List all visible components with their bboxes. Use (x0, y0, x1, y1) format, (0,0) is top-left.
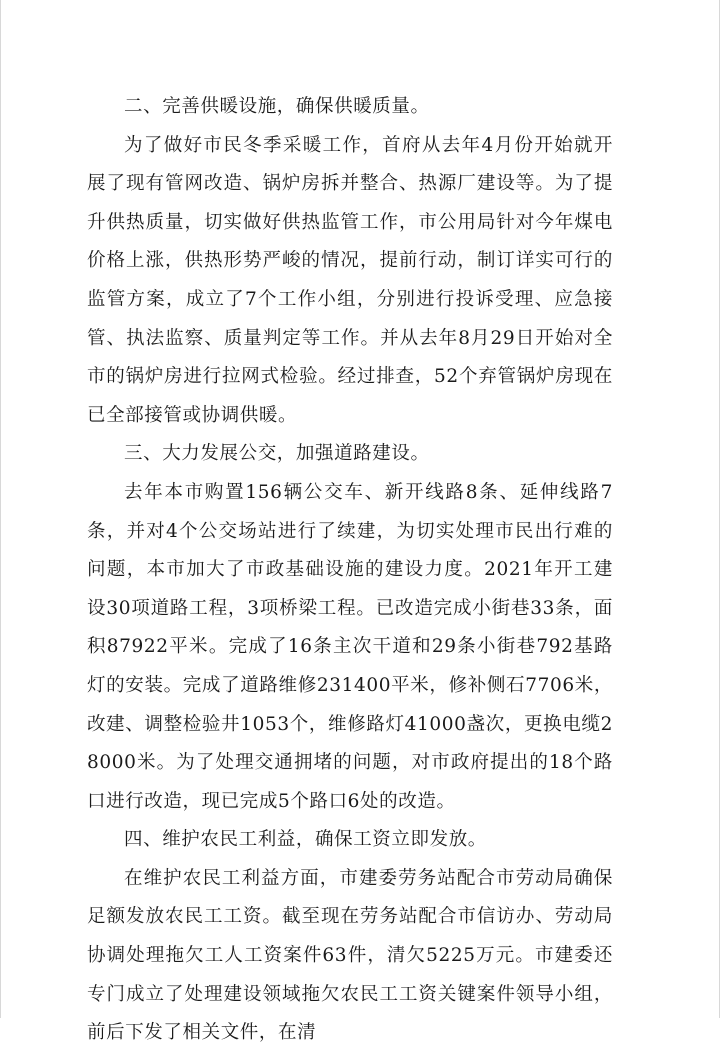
section-heading-migrant-wages: 四、维护农民工利益，确保工资立即发放。 (124, 829, 487, 851)
section-paragraph-migrant-wages: 在维护农民工利益方面，市建委劳务站配合市劳动局确保足额发放农民工工资。截至现在劳务站配合市信访办、劳动局协调处理拖欠工人工资案件63件，清欠5225万元。市建委还专门成立了处理建设领域拖欠农民工工资关键案件领导小组，前后下发了相关文件，在清 (87, 867, 613, 1044)
section-heading-heating: 二、完善供暖设施，确保供暖质量。 (124, 96, 430, 117)
document-body (87, 88, 613, 1053)
section-paragraph-heating: 为了做好市民冬季采暖工作，首府从去年4月份开始就开展了现有管网改造、锅炉房拆并整合、热源厂建设等。为了提升供热质量，切实做好供热监管工作，市公用局针对今年煤电价格上涨，供热形势严峻的情况，提前行动，制订详实可行的监管方案，成立了7个工作小组，分别进行投诉受理、应急接管、执法监察、质量判定等工作。并从去年8月29日开始对全市的锅炉房进行拉网式检验。经过排查，52个弃管锅炉房现在已全部接管或协调供暖。 (87, 134, 613, 426)
section-paragraph-transit: 去年本市购置156辆公交车、新开线路8条、延伸线路7条，并对4个公交场站进行了续建，为切实处理市民出行难的问题，本市加大了市政基础设施的建设力度。2021年开工建设30项道路工程，3项桥梁工程。已改造完成小街巷33条，面积87922平米。完成了16条主次干道和29条小街巷792基路灯的安装。完成了道路维修231400平米，修补侧石7706米，改建、调整检验井1053个，维修路灯41000盏次，更换电缆28000米。为了处理交通拥堵的问题，对市政府提出的18个路口进行改造，现已完成5个路口6处的改造。 (87, 481, 613, 812)
section-heading-transit: 三、大力发展公交，加强道路建设。 (124, 443, 430, 465)
